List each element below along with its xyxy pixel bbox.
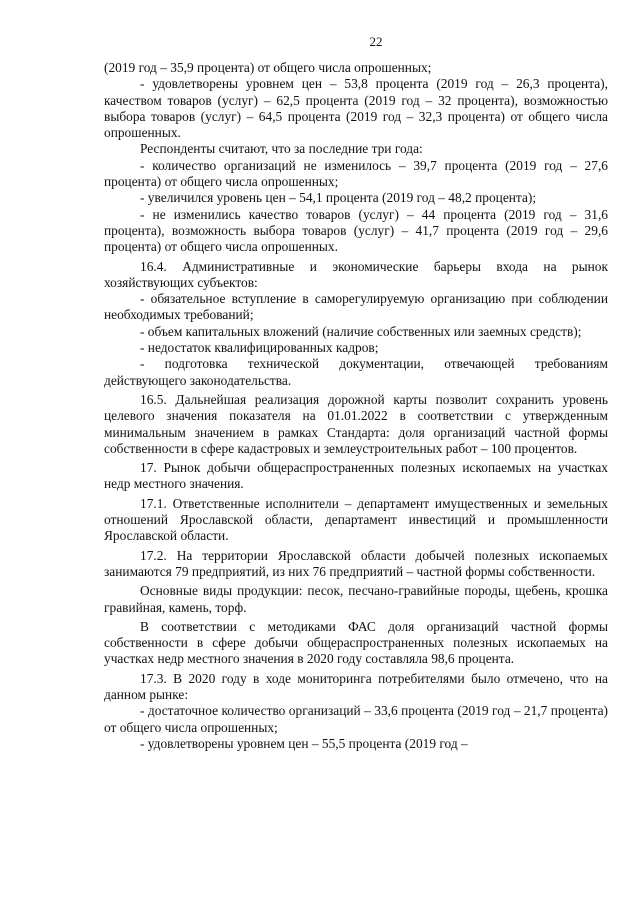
paragraph: - не изменились качество товаров (услуг) – 44 процента (2019 год – 31,6 процента), возможность выбора товаров (услуг) – 41,7 процента (2019 год – 29,6 процента) от общего числа опрошенных. <box>104 206 608 255</box>
paragraph: - количество организаций не изменилось – 39,7 процента (2019 год – 27,6 процента) от общего числа опрошенных; <box>104 157 608 190</box>
paragraph: 17.3. В 2020 году в ходе мониторинга потребителями было отмечено, что на данном рынке: <box>104 670 608 702</box>
paragraph: - удовлетворены уровнем цен – 53,8 процента (2019 год – 26,3 процента), качеством товаров (услуг) – 62,5 процента (2019 год – 32 процента), возможностью выбора товаров (услуг) – 64,5 процента (2019 год – 32,3 процента) от общего числа опрошенных. <box>104 76 608 141</box>
paragraph: - объем капитальных вложений (наличие собственных или заемных средств); <box>140 323 582 339</box>
section-heading: 17. Рынок добычи общераспространенных полезных ископаемых на участках недр местного значения. <box>104 460 608 492</box>
paragraph: Основные виды продукции: песок, песчано-гравийные породы, щебень, крошка гравийная, камень, торф. <box>104 583 608 615</box>
paragraph: Респонденты считают, что за последние три года: <box>140 141 423 157</box>
paragraph: 17.1. Ответственные исполнители – департамент имущественных и земельных отношений Ярославской области, департамент инвестиций и промышленности Ярославской области. <box>104 495 608 544</box>
page-number: 22 <box>369 34 383 49</box>
paragraph: 17.2. На территории Ярославской области добычей полезных ископаемых занимаются 79 предприятий, из них 76 предприятий – частной формы собственности. <box>104 547 608 579</box>
paragraph: - обязательное вступление в саморегулируемую организацию при соблюдении необходимых требований; <box>104 291 608 323</box>
section-heading: 16.5. Дальнейшая реализация дорожной карты позволит сохранить уровень целевого значения показателя на 01.01.2022 в соответствии с утвержденным минимальным значением в рамках Стандарта: доля организаций частной формы собственности в сфере кадастровых и землеустроительных работ – 100 процентов. <box>104 391 608 456</box>
paragraph: - подготовка технической документации, отвечающей требованиям действующего законодательства. <box>104 356 608 388</box>
paragraph: В соответствии с методиками ФАС доля организаций частной формы собственности в сфере добычи общераспространенных полезных ископаемых на участках недр местного значения в 2020 году составляла 98,6 процента. <box>104 618 608 667</box>
paragraph: - недостаток квалифицированных кадров; <box>140 340 379 356</box>
paragraph: - увеличился уровень цен – 54,1 процента (2019 год – 48,2 процента); <box>140 190 537 206</box>
paragraph: - достаточное количество организаций – 33,6 процента (2019 год – 21,7 процента) от общего числа опрошенных; <box>104 703 608 735</box>
paragraph: (2019 год – 35,9 процента) от общего числа опрошенных; <box>104 60 432 75</box>
document-body <box>104 60 608 752</box>
paragraph: - удовлетворены уровнем цен – 55,5 процента (2019 год – <box>140 735 468 751</box>
section-heading: 16.4. Административные и экономические барьеры входа на рынок хозяйствующих субъектов: <box>104 258 608 290</box>
